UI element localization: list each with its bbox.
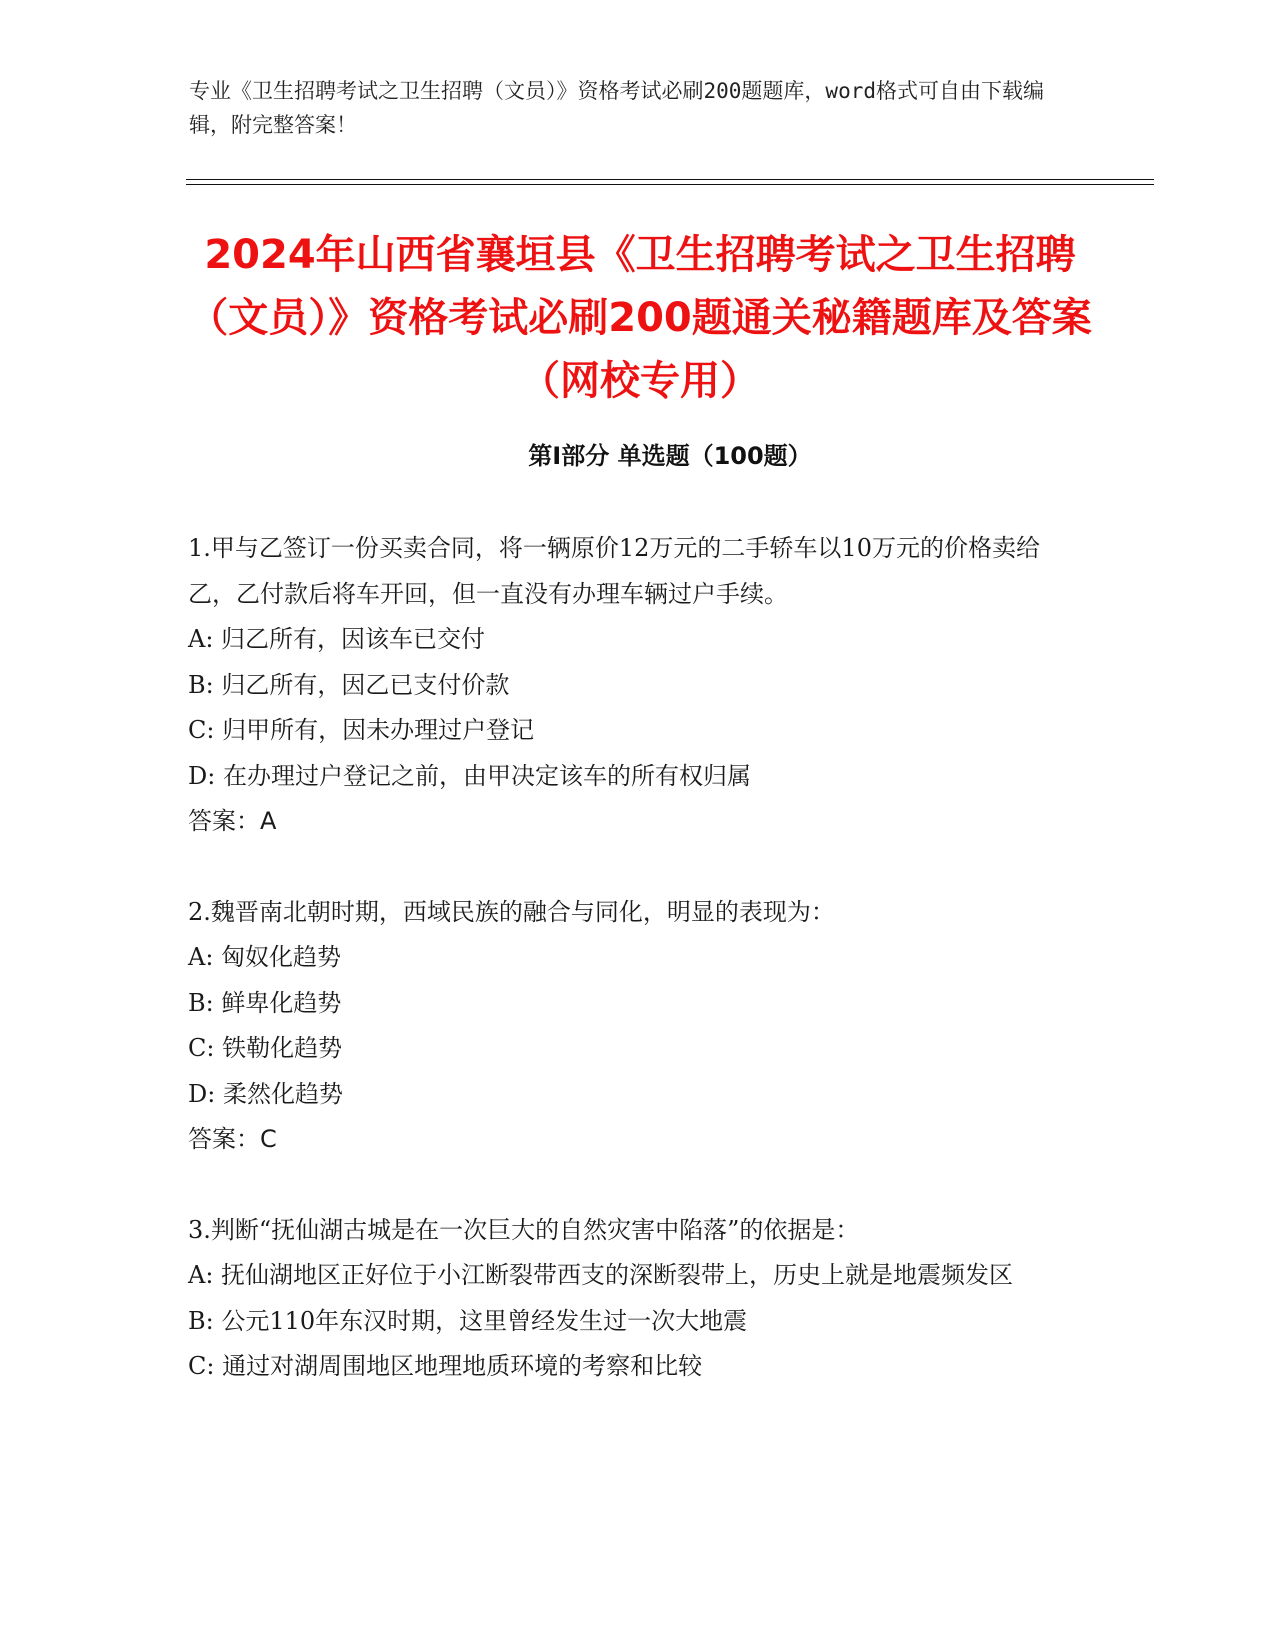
answer: 答案：C xyxy=(188,1125,277,1153)
option-a: A: 匈奴化趋势 xyxy=(188,943,342,971)
option-c: C: 归甲所有，因未办理过户登记 xyxy=(188,716,535,744)
answer: 答案：A xyxy=(188,807,277,835)
option-d: D: 柔然化趋势 xyxy=(188,1079,343,1108)
section-heading: 第Ⅰ部分 单选题（100题） xyxy=(528,442,812,470)
question-stem: 3.判断“抚仙湖古城是在一次巨大的自然灾害中陷落”的依据是： xyxy=(188,1215,860,1244)
question-list xyxy=(188,526,1068,1435)
header-divider-bottom xyxy=(186,184,1154,185)
option-c: C: 通过对湖周围地区地理地质环境的考察和比较 xyxy=(188,1352,703,1380)
option-c: C: 铁勒化趋势 xyxy=(188,1034,343,1062)
question-2 xyxy=(188,890,1068,1163)
option-b: B: 公元110年东汉时期，这里曾经发生过一次大地震 xyxy=(188,1306,748,1335)
question-stem: 2.魏晋南北朝时期，西域民族的融合与同化，明显的表现为： xyxy=(188,897,835,926)
document-title: 2024年山西省襄垣县《卫生招聘考试之卫生招聘（文员）》资格考试必刷200题通关秘籍题库及答案（网校专用） xyxy=(188,232,1092,404)
option-d: D: 在办理过户登记之前，由甲决定该车的所有权归属 xyxy=(188,761,751,790)
question-1 xyxy=(188,526,1068,845)
header-note: 专业《卫生招聘考试之卫生招聘（文员）》资格考试必刷200题题库，word格式可自由下载编辑，附完整答案！ xyxy=(189,79,1044,137)
option-b: B: 鲜卑化趋势 xyxy=(188,988,342,1017)
question-3 xyxy=(188,1208,1068,1390)
option-b: B: 归乙所有，因乙已支付价款 xyxy=(188,670,510,699)
question-stem: 1.甲与乙签订一份买卖合同，将一辆原价12万元的二手轿车以10万元的价格卖给乙，乙付款后将车开回，但一直没有办理车辆过户手续。 xyxy=(188,534,1040,608)
option-a: A: 归乙所有，因该车已交付 xyxy=(188,625,486,653)
option-a: A: 抚仙湖地区正好位于小江断裂带西支的深断裂带上，历史上就是地震频发区 xyxy=(188,1261,1014,1289)
header-divider-top xyxy=(186,179,1154,180)
